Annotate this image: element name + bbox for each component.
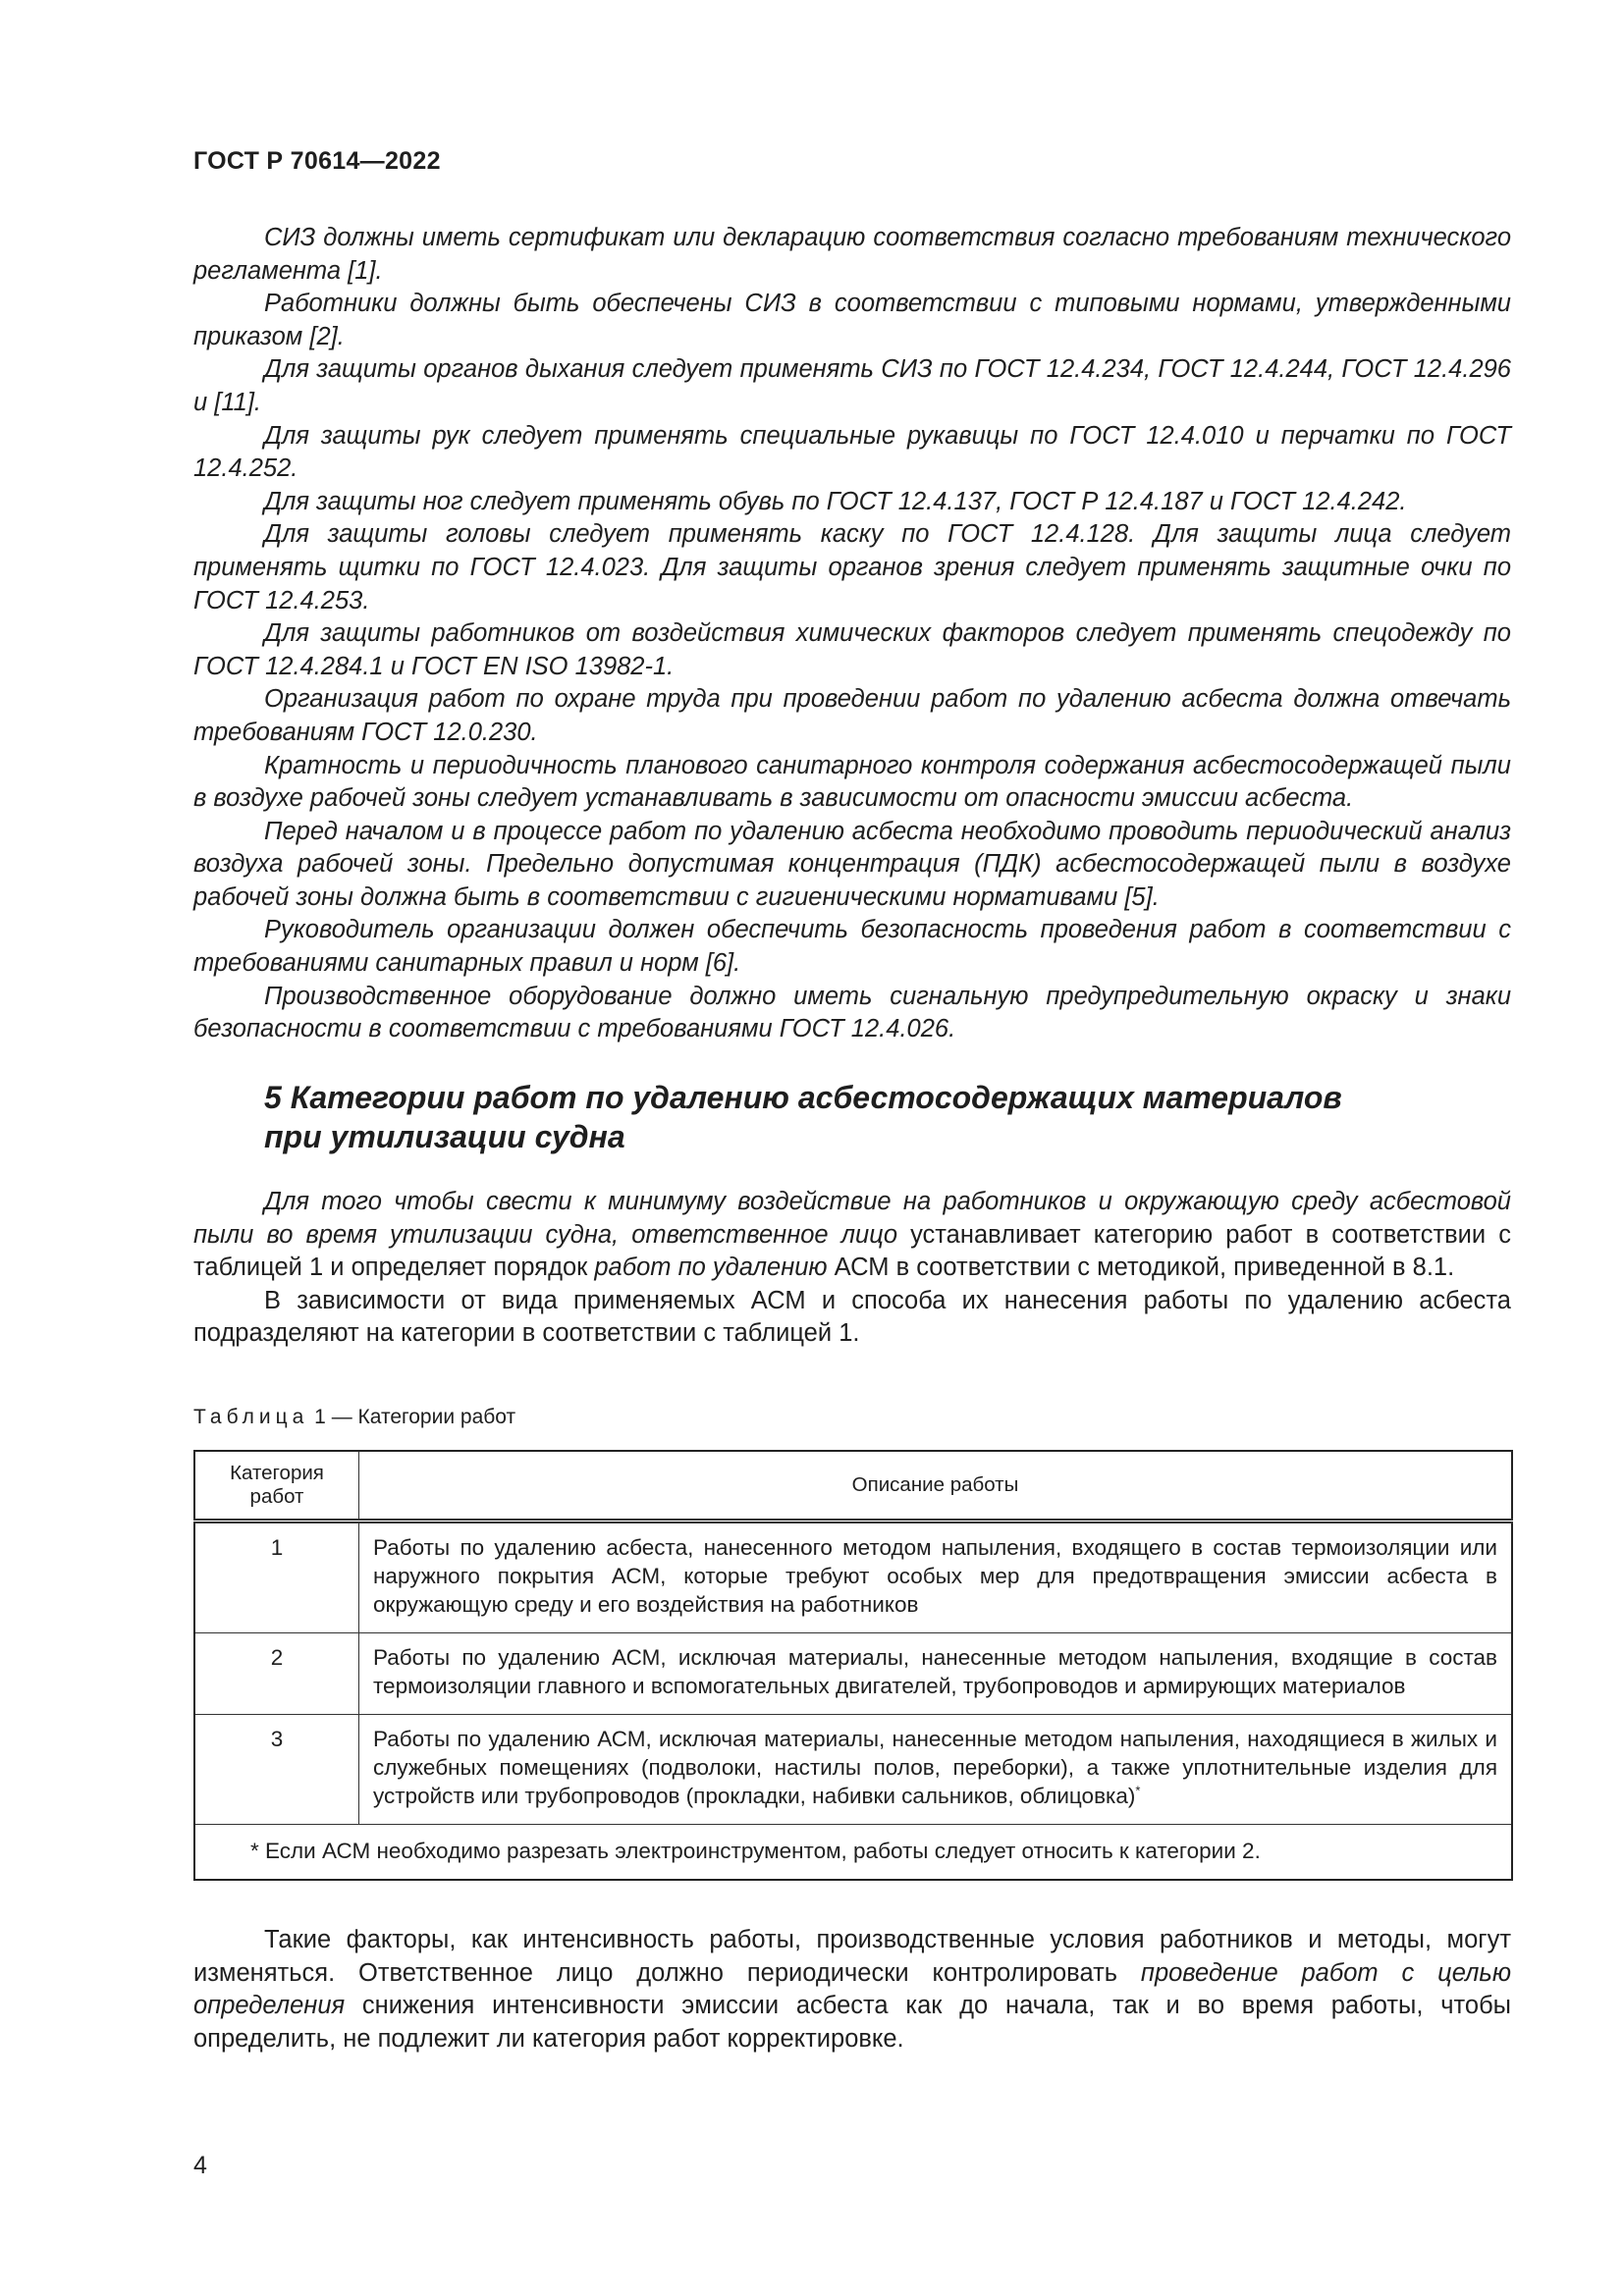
paragraph: Организация работ по охране труда при проведении работ по удалению асбеста должна отвечать требованиям ГОСТ 12.0.230.: [193, 685, 1511, 746]
section-5-body: [193, 1186, 1511, 1351]
section-5-title-line-1: 5 Категории работ по удалению асбестосодержащих материалов: [264, 1080, 1342, 1115]
final-section: [193, 1924, 1511, 2056]
paragraph: Для защиты рук следует применять специальные рукавицы по ГОСТ 12.4.010 и перчатки по ГОСТ 12.4.252.: [193, 421, 1511, 483]
column-header-description: Описание работы: [359, 1451, 1513, 1522]
categories-table: [193, 1450, 1513, 1881]
section-5-heading: [264, 1078, 1511, 1156]
paragraph: Руководитель организации должен обеспечить безопасность проведения работ в соответствии с требованиями санитарных правил и норм [6].: [193, 916, 1511, 978]
italic-run: работ по удалению: [594, 1254, 828, 1282]
paragraph: Кратность и периодичность планового санитарного контроля содержания асбестосодержащей пыли в воздухе рабочей зоны следует устанавливать в зависимости от опасности эмиссии асбеста.: [193, 751, 1511, 813]
intro-paragraphs: [193, 222, 1511, 1046]
document-header: ГОСТ Р 70614—2022: [193, 147, 441, 175]
table-caption: [193, 1406, 515, 1429]
table-row: [194, 1715, 1512, 1825]
table-header-row: [194, 1451, 1512, 1522]
description-cell: [359, 1715, 1513, 1825]
table-caption-label: Таблица: [193, 1406, 309, 1428]
paragraph: Для защиты органов дыхания следует применять СИЗ по ГОСТ 12.4.234, ГОСТ 12.4.244, ГОСТ 12.4.296 и [11].: [193, 355, 1511, 416]
footnote-marker: *: [1135, 1783, 1141, 1798]
paragraph: Для защиты головы следует применять каску по ГОСТ 12.4.128. Для защиты лица следует применять щитки по ГОСТ 12.4.023. Для защиты органов зрения следует применять защитные очки по ГОСТ 12.4.253.: [193, 520, 1511, 614]
paragraph: Для защиты работников от воздействия химических факторов следует применять спецодежду по ГОСТ 12.4.284.1 и ГОСТ EN ISO 13982-1.: [193, 619, 1511, 680]
text-run: Такие факторы, как интенсивность работы, производственные условия работников и методы, могут изменяться. Ответственное лицо должно периодически контролировать: [193, 1926, 1511, 1987]
paragraph: [193, 1924, 1511, 2056]
table-row: [194, 1522, 1512, 1633]
paragraph: Для защиты ног следует применять обувь по ГОСТ 12.4.137, ГОСТ Р 12.4.187 и ГОСТ 12.4.242.: [264, 487, 1407, 515]
category-cell: 3: [194, 1715, 359, 1825]
page-number: 4: [193, 2152, 207, 2179]
text-run: устанавливает категорию работ в соответствии с таблицей 1 и определяет порядок: [193, 1220, 1511, 1282]
description-text: Работы по удалению АСМ, исключая материалы, нанесенные методом напыления, находящиеся в жилых и служебных помещениях (подволоки, настилы полов, переборки), а также уплотнительные изделия для устройств или трубопроводов (прокладки, набивки сальников, облицовка): [373, 1727, 1497, 1808]
italic-run: Для того чтобы свести к минимуму воздействие на работников и окружающую среду асбестовой пыли во время утилизации судна, ответственное лицо: [193, 1188, 1511, 1249]
paragraph: Работники должны быть обеспечены СИЗ в соответствии с типовыми нормами, утвержденными приказом [2].: [193, 290, 1511, 350]
category-cell: 2: [194, 1633, 359, 1715]
paragraph: Перед началом и в процессе работ по удалению асбеста необходимо проводить периодический анализ воздуха рабочей зоны. Предельно допустимая концентрация (ПДК) асбестосодержащей пыли в воздухе рабочей зоны должна быть в соответствии с гигиеническими нормативами [5].: [193, 817, 1511, 911]
paragraph: [193, 1186, 1511, 1285]
table-footnote-row: [194, 1825, 1512, 1881]
column-header-category: Категория работ: [194, 1451, 359, 1522]
paragraph: В зависимости от вида применяемых АСМ и способа их нанесения работы по удалению асбеста подразделяют на категории в соответствии с таблицей 1.: [193, 1286, 1511, 1348]
paragraph: Производственное оборудование должно иметь сигнальную предупредительную окраску и знаки безопасности в соответствии с требованиями ГОСТ 12.4.026.: [193, 982, 1511, 1043]
category-cell: 1: [194, 1522, 359, 1633]
table-row: [194, 1633, 1512, 1715]
text-run: снижения интенсивности эмиссии асбеста как до начала, так и во время работы, чтобы определить, не подлежит ли категория работ корректировке.: [193, 1992, 1511, 2053]
description-cell: Работы по удалению асбеста, нанесенного методом напыления, входящего в состав термоизоляции или наружного покрытия АСМ, которые требуют особых мер для предотвращения эмиссии асбеста в окружающую среду и его воздействия на работников: [359, 1522, 1513, 1633]
table-footnote: * Если АСМ необходимо разрезать электроинструментом, работы следует относить к категории 2.: [194, 1825, 1512, 1881]
description-cell: Работы по удалению АСМ, исключая материалы, нанесенные методом напыления, входящие в состав термоизоляции главного и вспомогательных двигателей, трубопроводов и армирующих материалов: [359, 1633, 1513, 1715]
section-5-title-line-2: при утилизации судна: [264, 1119, 625, 1154]
paragraph: СИЗ должны иметь сертификат или декларацию соответствия согласно требованиям технического регламента [1].: [193, 224, 1511, 285]
italic-run: проведение работ с целью определения: [193, 1958, 1511, 2020]
table-caption-title: 1 — Категории работ: [308, 1406, 516, 1428]
text-run: АСМ в соответствии с методикой, приведенной в 8.1.: [827, 1254, 1455, 1282]
